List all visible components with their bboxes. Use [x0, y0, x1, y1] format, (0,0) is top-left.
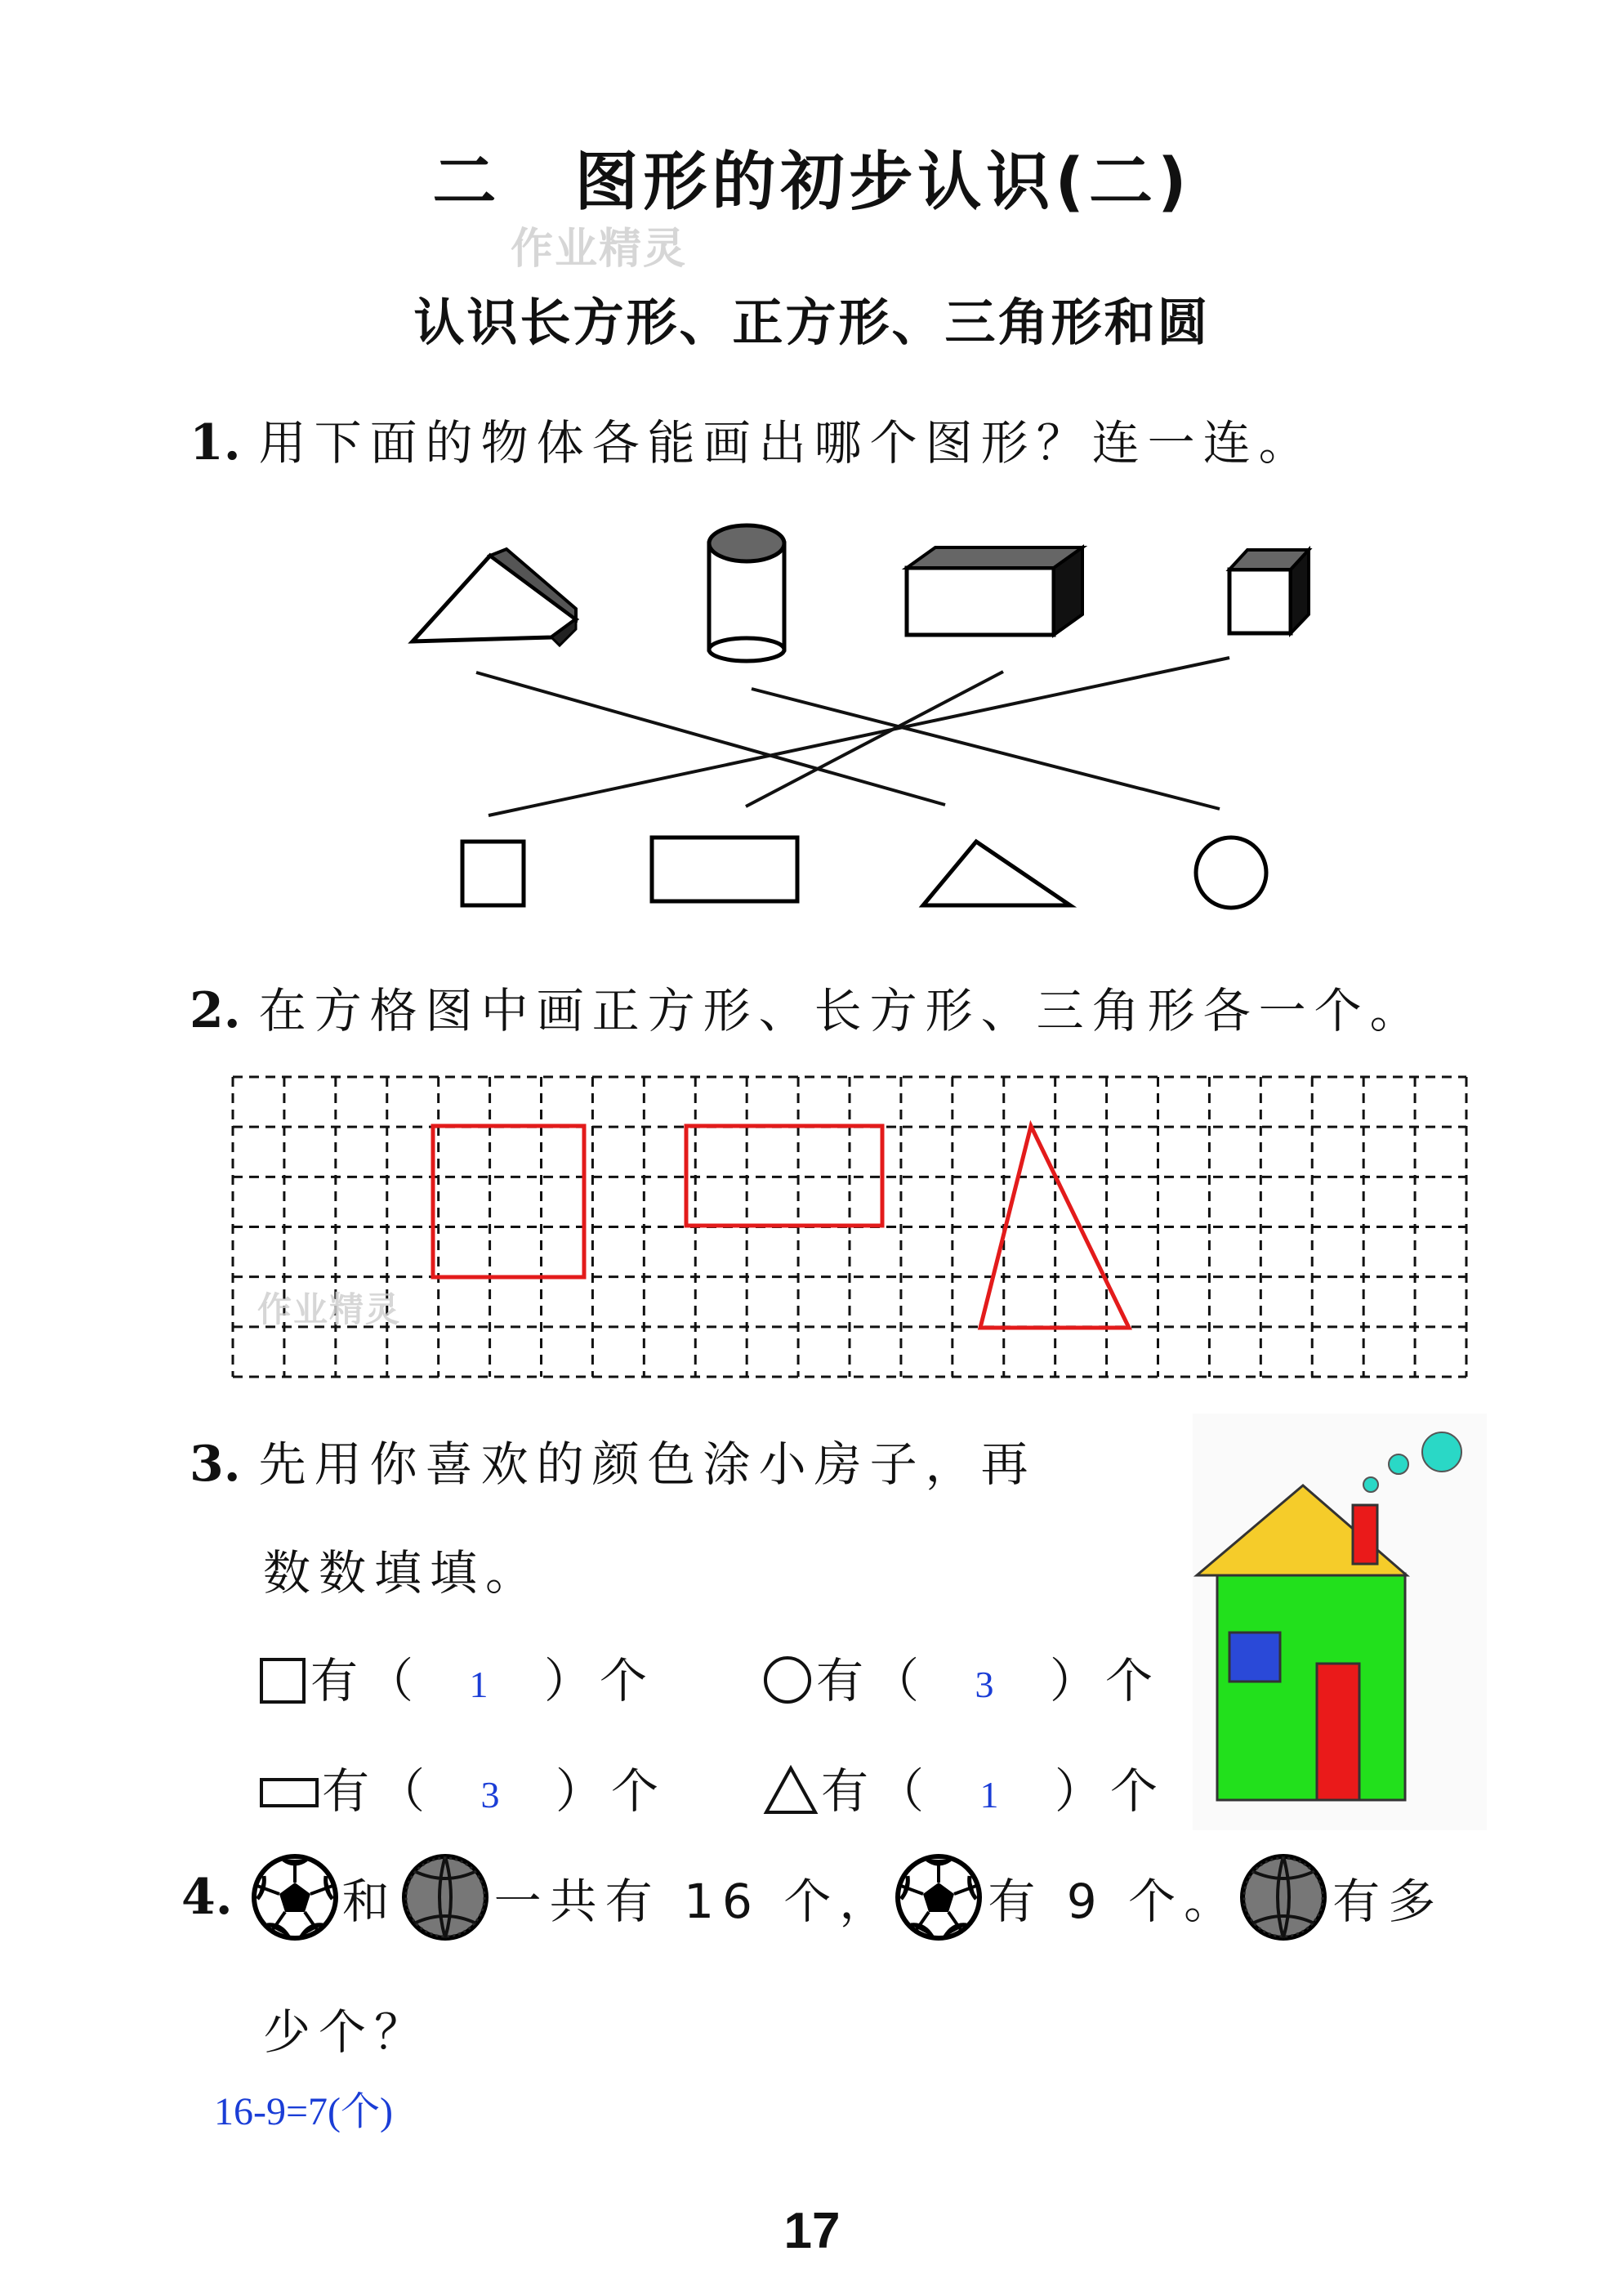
square-symbol: [260, 1658, 306, 1704]
drawn-square: [433, 1126, 584, 1277]
house-wall: [1217, 1574, 1405, 1800]
question-3-text: 先用你喜欢的颜色涂小房子，再: [258, 1436, 1037, 1492]
answer-rectangle-count[interactable]: 3: [480, 1774, 508, 1816]
page-number: 17: [783, 2203, 841, 2259]
house-picture: [1193, 1414, 1487, 1830]
count-row-rectangle: 有（ 3 ）个: [260, 1753, 667, 1821]
circle-symbol: [764, 1656, 811, 1704]
soccer-ball-icon: [895, 1853, 983, 1941]
watermark-2: 作业精灵: [257, 1289, 402, 1329]
question-1-text: 用下面的物体各能画出哪个图形？连一连。: [258, 415, 1314, 471]
smoke-puff-large: [1422, 1432, 1461, 1472]
basketball-icon: [1239, 1853, 1327, 1941]
triangle-symbol: [764, 1765, 818, 1816]
question-2-text: 在方格图中画正方形、长方形、三角形各一个。: [258, 983, 1425, 1039]
rectangle-symbol: [260, 1778, 319, 1807]
question-3-line-2: 数数填填。: [263, 1545, 542, 1601]
question-4-number: 4.: [181, 1869, 233, 1926]
soccer-ball-icon: [251, 1853, 339, 1941]
answer-circle-count[interactable]: 3: [975, 1664, 1002, 1705]
house-window: [1229, 1633, 1280, 1682]
count-row-square: 有（ 1 ）个: [260, 1642, 655, 1711]
question-4-line-1: 4. 和 一共有 16 个， 有 9 个。 有多: [181, 1853, 1443, 1941]
answer-triangle-count[interactable]: 1: [979, 1774, 1007, 1816]
basketball-icon: [401, 1853, 489, 1941]
count-row-triangle: 有（ 1 ）个: [764, 1753, 1166, 1821]
question-4-answer[interactable]: 16-9=7(个): [214, 2090, 394, 2133]
question-1-number: 1.: [190, 414, 241, 471]
question-3-number: 3.: [190, 1436, 241, 1493]
watermark: 作业精灵: [511, 225, 688, 274]
section-subtitle: 认识长方形、正方形、三角形和圆: [413, 293, 1211, 352]
smoke-puff-medium: [1389, 1454, 1408, 1474]
question-3-line-1: [190, 1426, 1037, 1494]
count-row-circle: 有（ 3 ）个: [764, 1642, 1161, 1711]
question-4-line-2: 少个？: [263, 2004, 431, 2060]
answer-square-count[interactable]: 1: [469, 1664, 497, 1705]
question-2-number: 2.: [190, 982, 241, 1039]
smoke-puff-small: [1363, 1477, 1378, 1492]
house-chimney: [1353, 1505, 1377, 1564]
unit-number: 二: [432, 145, 502, 219]
house-door: [1317, 1664, 1359, 1800]
unit-name: 图形的初步认识(二): [574, 145, 1192, 219]
